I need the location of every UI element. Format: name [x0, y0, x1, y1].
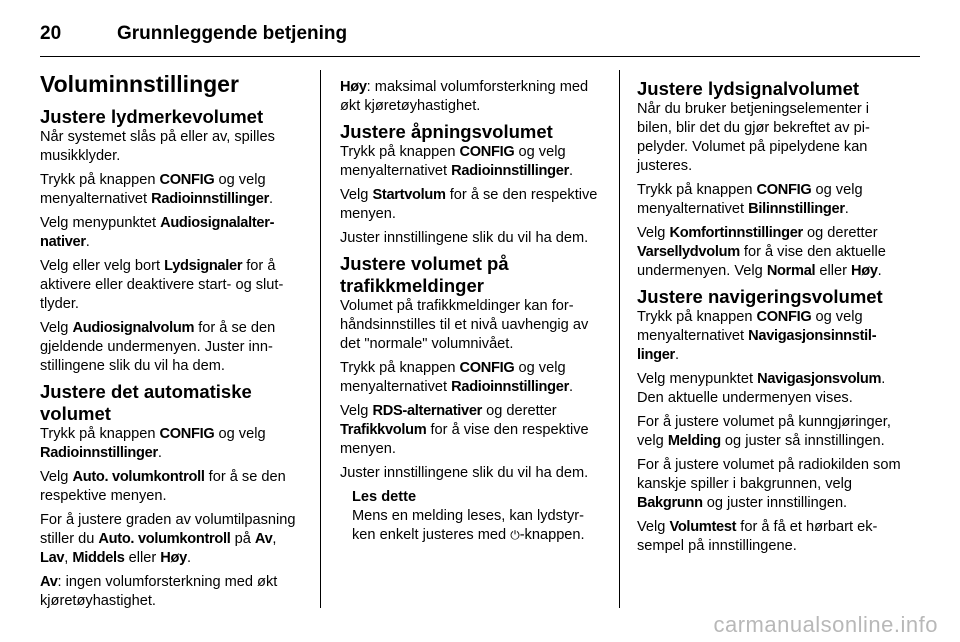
paragraph: Høy: maksimal volumforsterkning med økt kjøretøyhastighet.	[340, 79, 589, 114]
note-heading: Les dette	[352, 489, 417, 505]
paragraph: Velg Audiosignalvolum for å se den gjeldende undermenyen. Juster innstillingene slik du vil ha dem.	[40, 320, 276, 374]
chapter-title: Grunnleggende betjening	[117, 23, 348, 44]
note-box	[352, 488, 602, 545]
subsection-title-startup-volume: Justere åpningsvolumet	[340, 121, 553, 142]
paragraph: Velg menypunktet Audiosignalalternativer.	[40, 215, 275, 250]
paragraph: Velg Startvolum for å se den respektive menyen.	[340, 187, 598, 222]
header-rule	[40, 56, 920, 57]
subsection-title-navigation-volume: Justere navigeringsvolumet	[637, 286, 883, 307]
paragraph: Trykk på knappen CONFIG og velg menyalternativet Radioinnstillinger.	[40, 172, 274, 207]
paragraph: Trykk på knappen CONFIG og velg menyalternativet Radioinnstillinger.	[340, 144, 574, 179]
subsection-title-auto-volume: Justere det automatiske volumet	[40, 381, 252, 424]
paragraph: Juster innstillingene slik du vil ha dem.	[340, 465, 589, 481]
paragraph: Av: ingen volumforsterkning med økt kjøretøyhastighet.	[40, 574, 278, 609]
paragraph: Trykk på knappen CONFIG og velg menyalternativet Navigasjonsinnstillinger.	[637, 309, 877, 363]
paragraph: Velg eller velg bort Lydsignaler for å aktivere eller deaktivere start- og sluttlyder.	[40, 258, 284, 312]
paragraph: Trykk på knappen CONFIG og velg menyalternativet Bilinnstillinger.	[637, 182, 863, 217]
watermark: carmanualsonline.info	[713, 612, 938, 637]
paragraph: For å justere volumet på kunngjøringer, velg Melding og juster så innstillingen.	[637, 414, 891, 449]
page-header	[40, 14, 920, 54]
paragraph: Juster innstillingene slik du vil ha dem.	[340, 230, 589, 246]
paragraph: Velg RDS-alternativer og deretter Trafikkvolum for å vise den respektive menyen.	[340, 403, 589, 457]
paragraph: Når du bruker betjeningselementer i bilen, blir det du gjør bekreftet av pipelyder. Volumet på pipelydene kan justeres.	[637, 101, 870, 174]
paragraph: Velg Komfortinnstillinger og deretter Varsellydvolum for å vise den aktuelle undermenyen. Velg Normal eller Høy.	[637, 225, 886, 279]
paragraph: For å justere volumet på radiokilden som kanskje spiller i bakgrunnen, velg Bakgrunn og juster innstillingen.	[637, 457, 901, 511]
column-divider-1	[320, 70, 321, 608]
section-title: Voluminnstillinger	[40, 71, 239, 97]
column-divider-2	[619, 70, 620, 608]
column-1	[40, 70, 302, 616]
paragraph: For å justere graden av volumtilpasning stiller du Auto. volumkontroll på Av, Lav, Middels eller Høy.	[40, 512, 296, 566]
paragraph: Volumet på trafikkmeldinger kan forhåndsinnstilles til et nivå uavhengig av det "normale" volumnivået.	[340, 298, 589, 352]
column-2	[340, 78, 602, 545]
paragraph: Trykk på knappen CONFIG og velg Radioinnstillinger.	[40, 426, 266, 461]
paragraph: Velg menypunktet Navigasjonsvolum. Den aktuelle undermenyen vises.	[637, 371, 886, 406]
paragraph: Velg Auto. volumkontroll for å se den respektive menyen.	[40, 469, 286, 504]
note-text: Mens en melding leses, kan lydstyrken enkelt justeres med ⏻-knappen.	[352, 508, 585, 543]
subsection-title-beep-volume: Justere lydsignalvolumet	[637, 78, 860, 99]
column-3	[637, 78, 905, 561]
power-knob-icon: ⏻	[510, 528, 520, 542]
paragraph: Trykk på knappen CONFIG og velg menyalternativet Radioinnstillinger.	[340, 360, 574, 395]
page-number: 20	[40, 23, 62, 44]
paragraph: Velg Volumtest for å få et hørbart eksempel på innstillingene.	[637, 519, 878, 554]
subsection-title-traffic-volume: Justere volumet på trafikkmeldinger	[340, 253, 509, 296]
paragraph: Når systemet slås på eller av, spilles musikklyder.	[40, 129, 275, 164]
subsection-title-sound-volume: Justere lydmerkevolumet	[40, 106, 264, 127]
